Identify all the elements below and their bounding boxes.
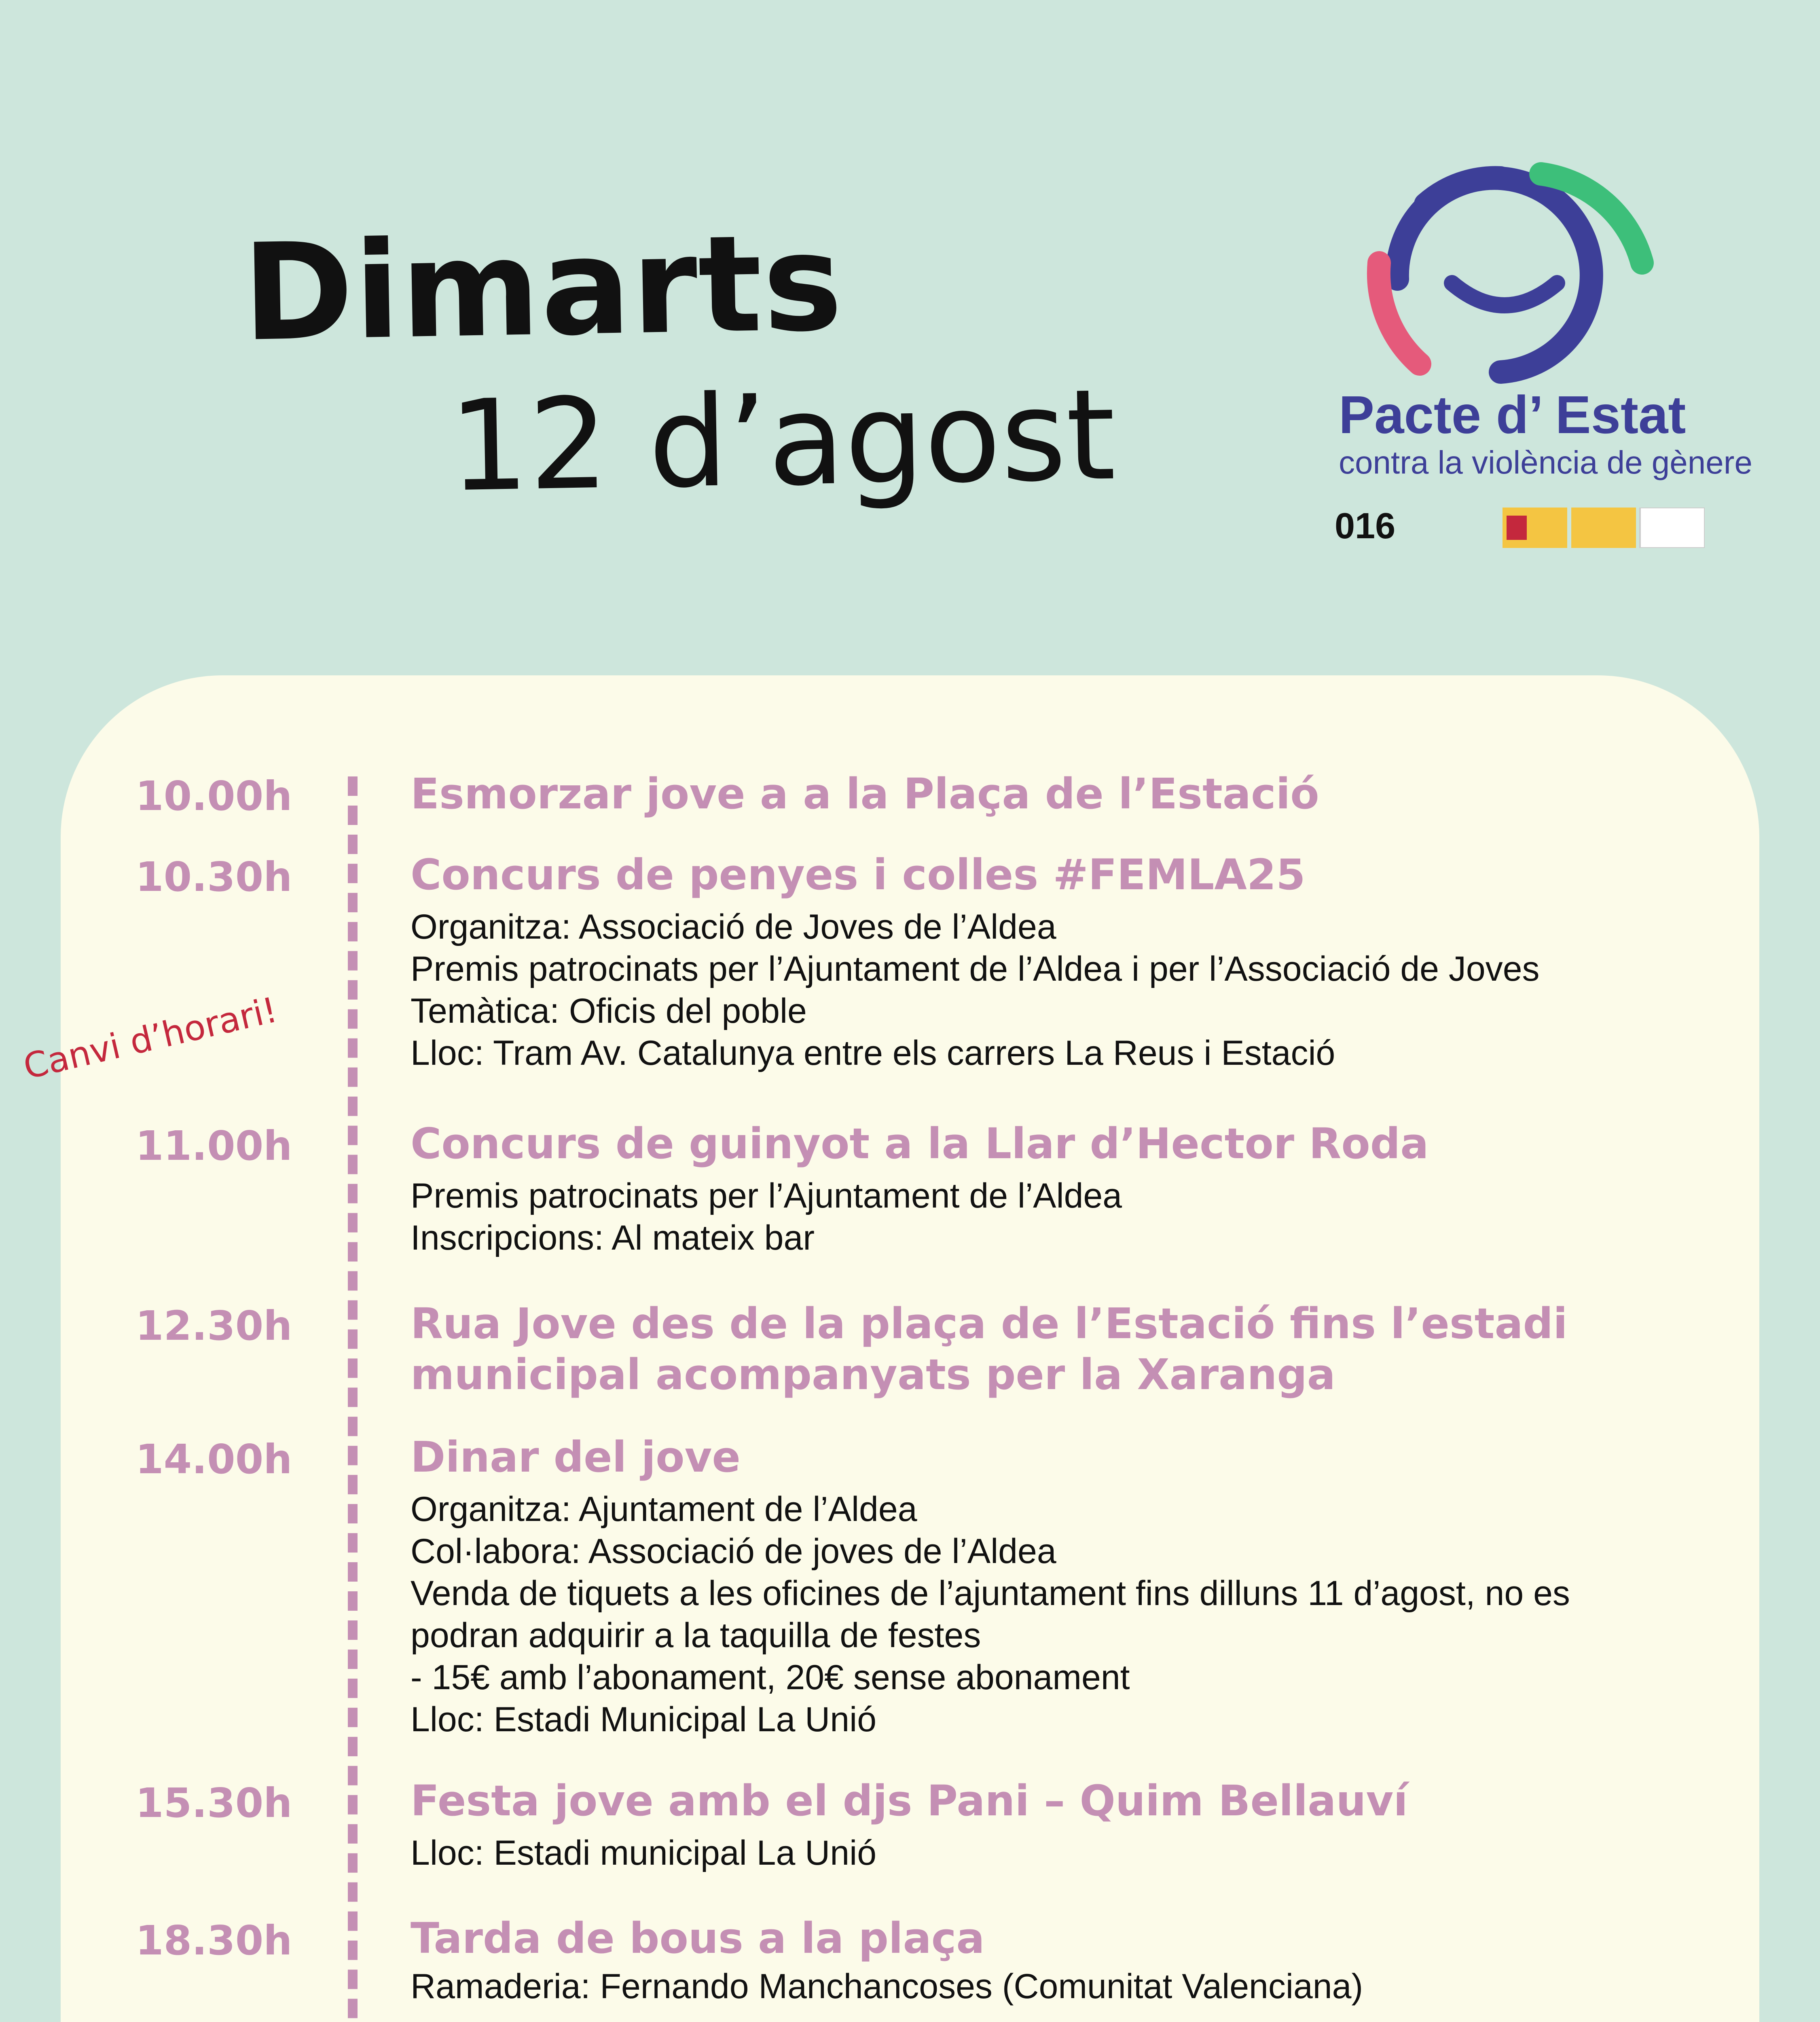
detail-line: - 15€ amb l’abonament, 20€ sense abonament bbox=[411, 1658, 1130, 1697]
detail-line: podran adquirir a la taquilla de festes bbox=[411, 1616, 981, 1655]
schedule-time: 11.00h bbox=[135, 1122, 292, 1170]
detail-line: Lloc: Tram Av. Catalunya entre els carrers La Reus i Estació bbox=[411, 1034, 1335, 1072]
event-line: Tarda de bous a la plaça bbox=[411, 1914, 985, 1963]
logo-title: Pacte d’ Estat bbox=[1339, 385, 1686, 444]
schedule-details bbox=[411, 1488, 1570, 1741]
schedule-time: 14.00h bbox=[135, 1436, 292, 1483]
pacte-estat-logo-icon bbox=[1331, 154, 1735, 558]
schedule-details bbox=[411, 1175, 1122, 1259]
schedule-event bbox=[411, 1913, 985, 1964]
schedule-event bbox=[411, 1298, 1568, 1400]
schedule-event bbox=[411, 1118, 1428, 1169]
detail-line: Lloc: Estadi municipal La Unió bbox=[411, 1834, 877, 1872]
event-line: municipal acompanyats per la Xaranga bbox=[411, 1350, 1335, 1399]
government-logos-icon bbox=[1503, 508, 1705, 548]
detail-line: Ramaderia: Fernando Manchancoses (Comunitat Valenciana) bbox=[411, 1967, 1363, 2006]
schedule-event bbox=[411, 1432, 741, 1483]
schedule-change-note: Canvi d’horari! bbox=[19, 990, 281, 1087]
event-line: Concurs de penyes i colles #FEMLA25 bbox=[411, 850, 1306, 899]
schedule-time: 10.30h bbox=[135, 853, 292, 901]
schedule-time: 12.30h bbox=[135, 1302, 292, 1349]
detail-line: Organitza: Ajuntament de l’Aldea bbox=[411, 1490, 917, 1529]
event-line: Festa jove amb el djs Pani – Quim Bellauví bbox=[411, 1776, 1408, 1825]
logo-subtitle: contra la violència de gènere bbox=[1339, 444, 1752, 480]
event-line: Rua Jove des de la plaça de l’Estació fins l’estadi bbox=[411, 1299, 1568, 1348]
schedule-time: 10.00h bbox=[135, 772, 292, 820]
detail-line: Col·labora: Associació de joves de l’Aldea bbox=[411, 1532, 1056, 1571]
detail-line: Premis patrocinats per l’Ajuntament de l’Aldea bbox=[411, 1176, 1122, 1215]
detail-line: Premis patrocinats per l’Ajuntament de l’Aldea i per l’Associació de Joves bbox=[411, 950, 1540, 988]
detail-line: Venda de tiquets a les oficines de l’ajuntament fins dilluns 11 d’agost, no es bbox=[411, 1574, 1570, 1613]
event-line: Esmorzar jove a a la Plaça de l’Estació bbox=[411, 769, 1319, 819]
detail-line: Inscripcions: Al mateix bar bbox=[411, 1218, 815, 1257]
schedule-time: 18.30h bbox=[135, 1917, 292, 1964]
event-line: Dinar del jove bbox=[411, 1432, 741, 1482]
detail-line: Temàtica: Oficis del poble bbox=[411, 992, 807, 1030]
page-title-date: 12 d’agost bbox=[447, 362, 1117, 520]
schedule-event bbox=[411, 849, 1306, 900]
detail-line: Lloc: Estadi Municipal La Unió bbox=[411, 1700, 877, 1739]
schedule-details bbox=[411, 906, 1540, 1074]
schedule-event bbox=[411, 1775, 1408, 1826]
event-line: Concurs de guinyot a la Llar d’Hector Roda bbox=[411, 1119, 1429, 1168]
schedule-details bbox=[411, 1832, 876, 1874]
schedule-event bbox=[411, 768, 1319, 819]
page-title-day: Dimarts bbox=[241, 205, 844, 371]
schedule-time: 15.30h bbox=[135, 1779, 292, 1827]
detail-line: Organitza: Associació de Joves de l’Aldea bbox=[411, 907, 1056, 946]
schedule-details bbox=[411, 1965, 1363, 2007]
timeline-divider bbox=[348, 776, 368, 2022]
helpline-number: 016 bbox=[1335, 506, 1396, 546]
